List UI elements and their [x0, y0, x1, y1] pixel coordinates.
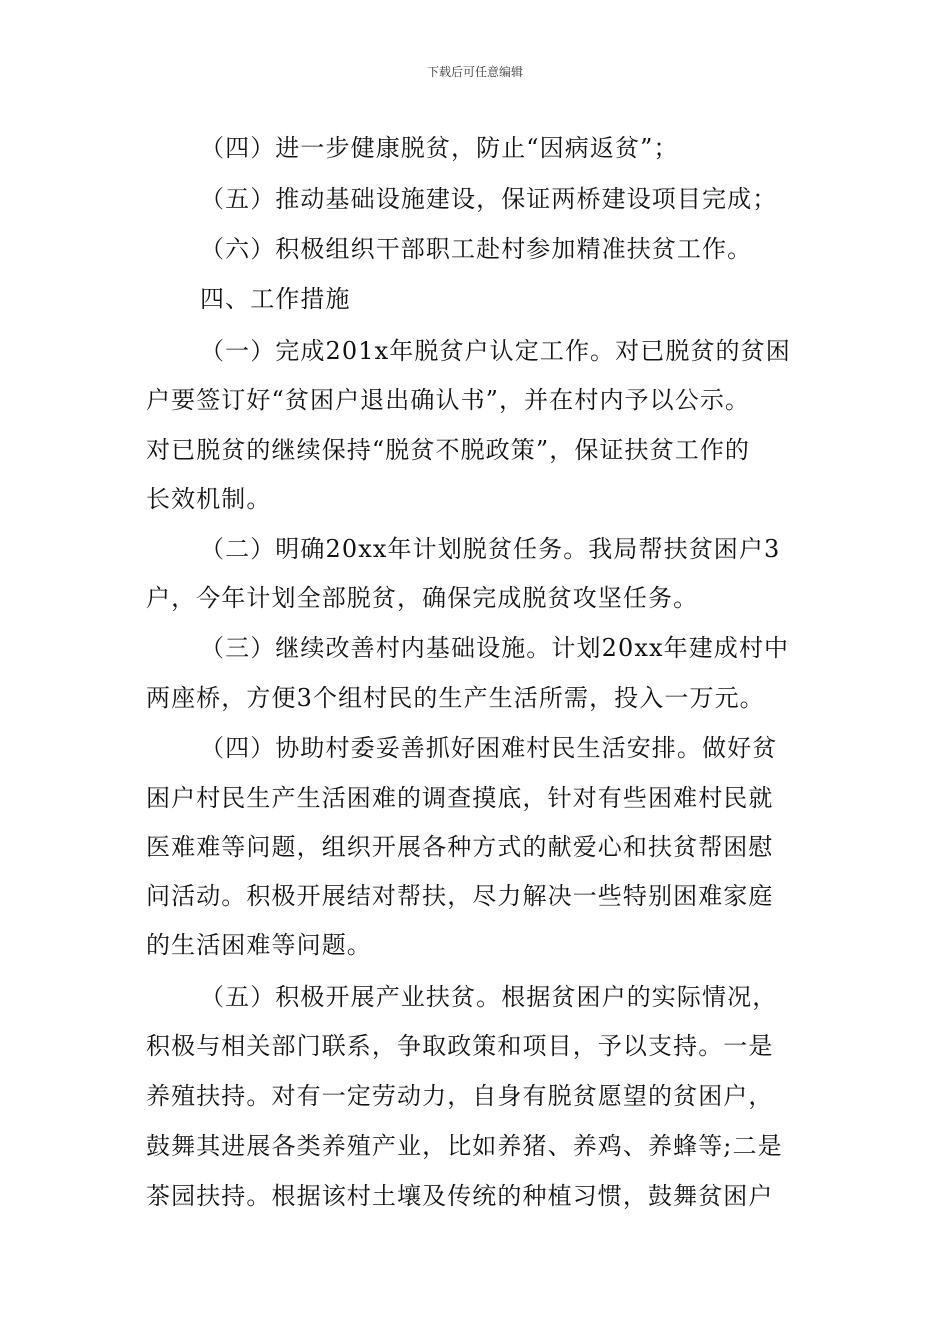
- text-line: 茶园扶持。根据该村土壤及传统的种植习惯，鼓舞贫困户: [146, 1182, 774, 1210]
- text-line: 户要签订好“贫困户退出确认书”，并在村内予以公示。: [146, 386, 751, 414]
- text-line: （五）积极开展产业扶贫。根据贫困户的实际情况，: [200, 983, 778, 1011]
- text-line: 户，今年计划全部脱贫，确保完成脱贫攻坚任务。: [146, 584, 699, 612]
- text-line: 积极与相关部门联系，争取政策和项目，予以支持。一是: [146, 1032, 774, 1060]
- text-line: （一）完成201x年脱贫户认定工作。对已脱贫的贫困: [200, 337, 791, 365]
- text-line: 长效机制。: [146, 485, 272, 513]
- text-line: 鼓舞其进展各类养殖产业，比如养猪、养鸡、养蜂等;二是: [146, 1132, 783, 1160]
- text-line: （四）进一步健康脱贫，防止“因病返贫”；: [200, 134, 679, 162]
- text-line: （五）推动基础设施建设，保证两桥建设项目完成；: [200, 185, 778, 213]
- text-line: 困户村民生产生活困难的调查摸底，针对有些困难村民就: [146, 784, 774, 812]
- text-line: 医难难等问题，组织开展各种方式的献爱心和扶贫帮困慰: [146, 833, 774, 861]
- text-line: 的生活困难等问题。: [146, 931, 372, 959]
- text-line: （六）积极组织干部职工赴村参加精准扶贫工作。: [200, 235, 753, 263]
- page-header: 下载后可任意编辑: [426, 65, 523, 79]
- text-line: （二）明确20xx年计划脱贫任务。我局帮扶贫困户3: [200, 535, 781, 563]
- text-line: （三）继续改善村内基础设施。计划20xx年建成村中: [200, 634, 790, 662]
- text-line: 养殖扶持。对有一定劳动力，自身有脱贫愿望的贫困户，: [146, 1082, 774, 1110]
- text-line: （四）协助村委妥善抓好困难村民生活安排。做好贫: [200, 734, 778, 762]
- text-line: 问活动。积极开展结对帮扶，尽力解决一些特别困难家庭: [146, 882, 774, 910]
- text-line: 对已脱贫的继续保持“脱贫不脱政策”，保证扶贫工作的: [146, 436, 751, 464]
- section-heading: 四、工作措施: [200, 285, 351, 313]
- text-line: 两座桥，方便3个组村民的生产生活所需，投入一万元。: [146, 684, 765, 712]
